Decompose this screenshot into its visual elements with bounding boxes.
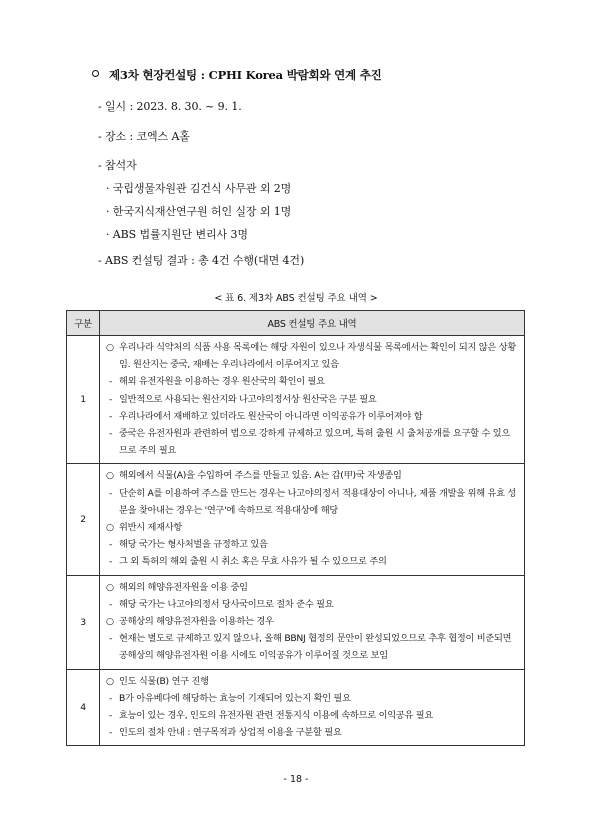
list-item: ○ 공해상의 해양유전자원을 이용하는 경우 [106,616,274,628]
list-item: ○ 인도 식물(B) 연구 진행 [106,675,209,687]
list-item: ○ 위반시 제재사항 [106,522,183,534]
page-number: - 18 - [283,774,309,785]
attendee-item: · ABS 법률지원단 변리사 3명 [106,228,248,241]
circle-bullet-icon [92,70,99,77]
row-details [100,669,525,746]
attendee-item: · 한국지식재산연구원 허인 실장 외 1명 [106,205,292,218]
row-number: 3 [67,575,100,669]
list-item: ○ 해외의 해양유전자원을 이용 중임 [106,581,248,593]
list-item: - 중국은 유전자원과 관련하여 법으로 강하게 규제하고 있으며, 특허 출원 시 출처공개를 요구할 수 있으므로 주의 필요 [109,428,511,457]
detail-place: - 장소 : 코엑스 A홀 [98,130,190,143]
table-caption: < 표 6. 제3차 ABS 컨설팅 주요 내역 > [214,293,378,304]
header-details: ABS 컨설팅 주요 내역 [100,311,525,336]
list-item: - 우리나라에서 재배하고 있더라도 원산국이 아니라면 이익공유가 이루어져야 함 [109,410,423,422]
section-heading: 제3차 현장컨설팅 : CPHI Korea 박람회와 연계 추진 [92,67,382,83]
list-item: - 일반적으로 사용되는 원산지와 나고야의정서상 원산국은 구분 필요 [109,393,377,405]
table-row [67,669,525,746]
list-item: ○ 해외에서 식물(A)을 수입하여 주스를 만들고 있음. A는 갑(甲)국 자생종임 [106,470,402,482]
table-header-row [67,311,525,336]
list-item: ○ 우리나라 식약처의 식품 사용 목록에는 해당 자원이 있으나 자생식물 목록에서는 확인이 되지 않은 상황임. 원산지는 중국, 재배는 우리나라에서 이루어지고 있음 [106,342,516,371]
list-item: - 해당 국가는 형사처벌을 규정하고 있음 [109,539,268,551]
list-item: - 효능이 있는 경우, 인도의 유전자원 관련 전통지식 이용에 속하므로 이익공유 필요 [109,710,434,722]
row-number: 2 [67,464,100,575]
row-number: 1 [67,336,100,464]
list-item: - 그 외 특허의 해외 출원 시 취소 혹은 무효 사유가 될 수 있으므로 주의 [109,556,387,568]
list-item: - 현재는 별도로 규제하고 있지 않으나, 올해 BBNJ 협정의 문안이 완성되었으므로 추후 협정이 비준되면 공해상의 해양유전자원 이용 시에도 이익공유가 이루어질 것으로 보임 [109,633,512,662]
detail-date: - 일시 : 2023. 8. 30. ~ 9. 1. [98,100,242,113]
list-item: - 해당 국가는 나고야의정서 당사국이므로 절차 준수 필요 [109,598,334,610]
row-details [100,575,525,669]
row-details [100,336,525,464]
detail-result: - ABS 컨설팅 결과 : 총 4건 수행(대면 4건) [98,254,305,267]
row-details [100,464,525,575]
table-row [67,464,525,575]
attendee-item: · 국립생물자원관 김건식 사무관 외 2명 [106,182,292,195]
list-item: - 인도의 절차 안내 : 연구목적과 상업적 이용을 구분할 필요 [109,727,342,739]
list-item: - B가 아유베다에 해당하는 효능이 기재되어 있는지 확인 필요 [109,692,351,704]
header-category: 구분 [67,311,100,336]
table-row [67,575,525,669]
table-row [67,336,525,464]
row-number: 4 [67,669,100,746]
detail-attendees-label: - 참석자 [98,159,137,172]
list-item: - 해외 유전자원을 이용하는 경우 원산국의 확인이 필요 [109,376,325,388]
list-item: - 단순히 A를 이용하여 주스를 만드는 경우는 나고야의정서 적용대상이 아니나, 제품 개발을 위해 유효 성분을 찾아내는 경우는 '연구'에 속하므로 적용대상에 해당 [109,487,517,516]
consulting-table [66,310,525,746]
